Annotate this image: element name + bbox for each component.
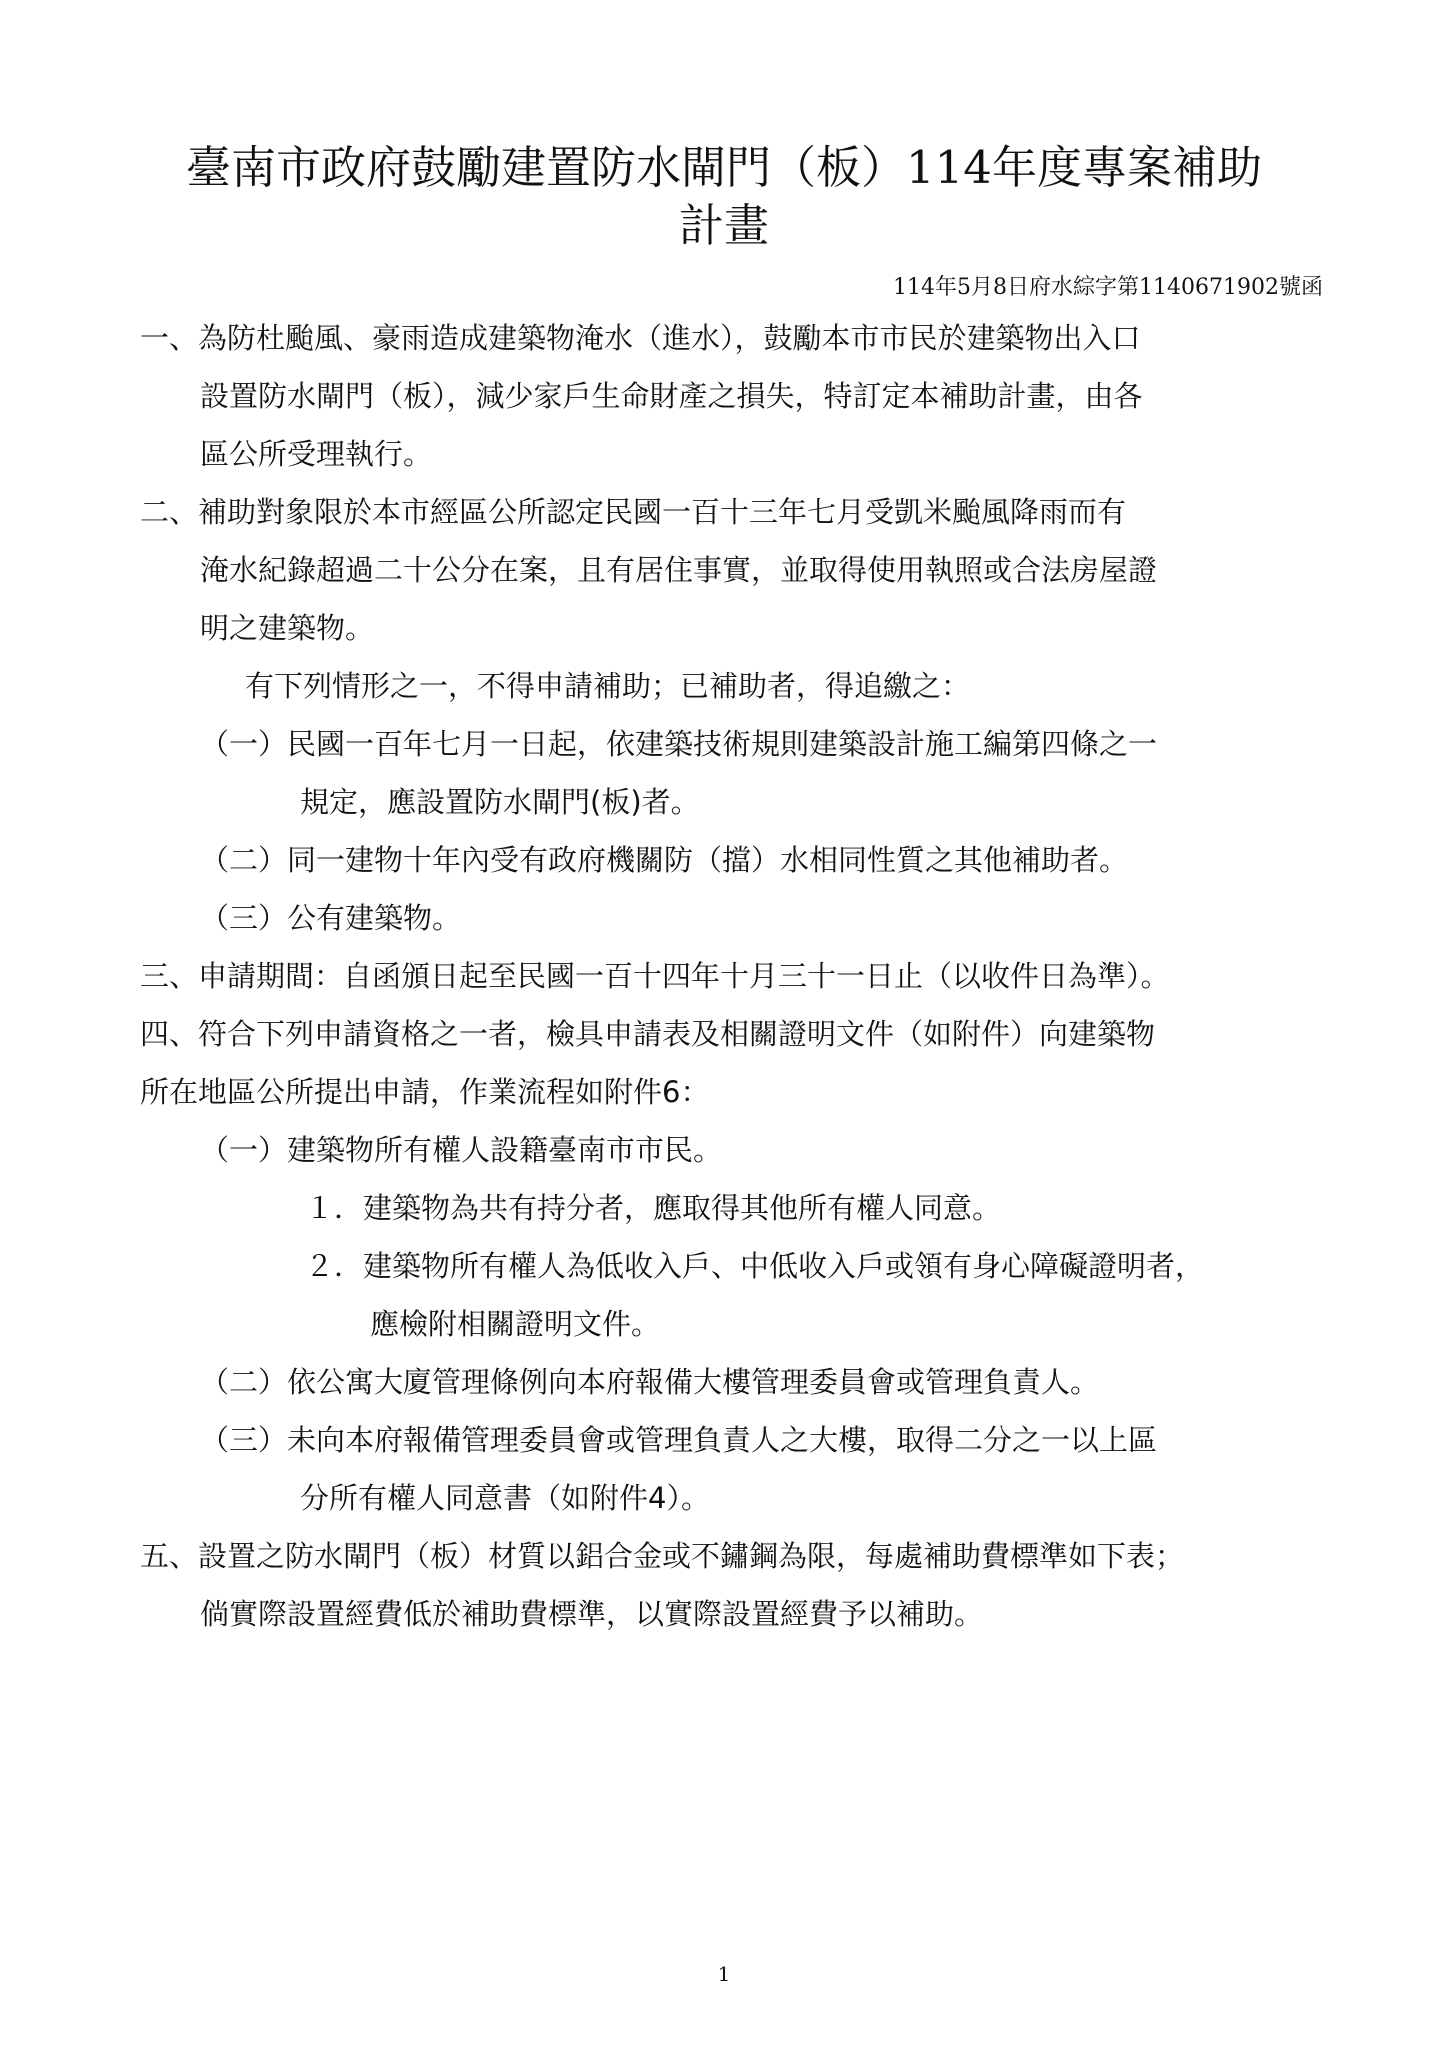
reference-number: 114年5月8日府水綜字第1140671902號函 (893, 275, 1323, 300)
document-title-line-2: 計畫 (678, 199, 769, 252)
section-1-line-2: 設置防水閘門（板），減少家戶生命財產之損失，特訂定本補助計畫，由各 (200, 379, 1143, 413)
section-2-line-1: 二、補助對象限於本市經區公所認定民國一百十三年七月受凱米颱風降雨而有 (140, 495, 1127, 529)
document-title-line-1: 臺南市政府鼓勵建置防水閘門（板）114年度專案補助 (186, 141, 1262, 194)
section-4-item-1-sub-2-line-1: ２．建築物所有權人為低收入戶、中低收入戶或領有身心障礙證明者， (305, 1249, 1205, 1283)
section-4-item-1-sub-1: １．建築物為共有持分者，應取得其他所有權人同意。 (305, 1191, 1002, 1225)
section-5-line-2: 倘實際設置經費低於補助費標準，以實際設置經費予以補助。 (200, 1597, 984, 1631)
section-2-item-1-line-1: （一）民國一百年七月一日起，依建築技術規則建築設計施工編第四條之一 (200, 727, 1158, 761)
section-2-intro: 有下列情形之一，不得申請補助；已補助者，得追繳之： (245, 669, 971, 703)
section-2-line-2: 淹水紀錄超過二十公分在案，且有居住事實，並取得使用執照或合法房屋證 (200, 553, 1158, 587)
section-1-line-1: 一、為防杜颱風、豪雨造成建築物淹水（進水），鼓勵本市市民於建築物出入口 (140, 321, 1141, 355)
section-5-line-1: 五、設置之防水閘門（板）材質以鋁合金或不鏽鋼為限，每處補助費標準如下表； (140, 1539, 1185, 1573)
page-number: 1 (717, 1962, 731, 1986)
section-2-item-3: （三）公有建築物。 (200, 901, 462, 935)
section-2-item-2: （二）同一建物十年內受有政府機關防（擋）水相同性質之其他補助者。 (200, 843, 1129, 877)
section-4-item-3-line-2: 分所有權人同意書（如附件4）。 (300, 1481, 710, 1515)
section-4-item-1: （一）建築物所有權人設籍臺南市市民。 (200, 1133, 723, 1167)
section-3-line-1: 三、申請期間：自函頒日起至民國一百十四年十月三十一日止（以收件日為準）。 (140, 959, 1170, 993)
section-2-line-3: 明之建築物。 (200, 611, 375, 645)
section-4-item-3-line-1: （三）未向本府報備管理委員會或管理負責人之大樓，取得二分之一以上區 (200, 1423, 1158, 1457)
section-4-line-2: 所在地區公所提出申請，作業流程如附件6： (140, 1075, 710, 1109)
section-2-item-1-line-2: 規定，應設置防水閘門(板)者。 (300, 785, 700, 819)
section-4-line-1: 四、符合下列申請資格之一者，檢具申請表及相關證明文件（如附件）向建築物 (140, 1017, 1156, 1051)
section-4-item-1-sub-2-line-2: 應檢附相關證明文件。 (370, 1307, 661, 1341)
section-1-line-3: 區公所受理執行。 (200, 437, 433, 471)
section-4-item-2: （二）依公寓大廈管理條例向本府報備大樓管理委員會或管理負責人。 (200, 1365, 1100, 1399)
